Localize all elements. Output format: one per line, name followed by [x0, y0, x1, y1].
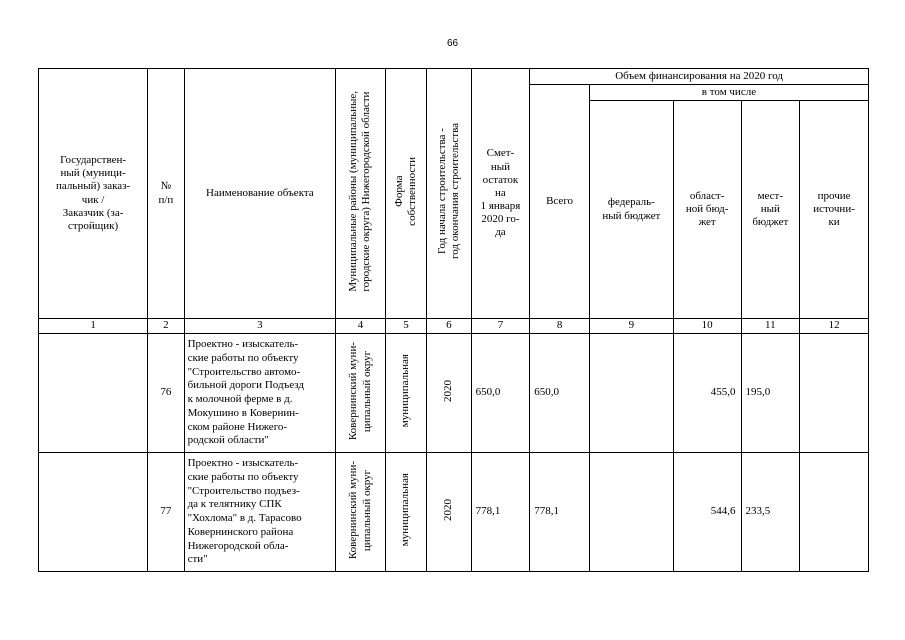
header-object-name: Наименование объекта — [184, 69, 336, 319]
column-number-row — [39, 319, 869, 334]
column-number: 7 — [471, 319, 530, 334]
column-number: 9 — [589, 319, 673, 334]
row-other — [800, 453, 869, 572]
row-number: 77 — [148, 453, 184, 572]
column-number: 5 — [385, 319, 426, 334]
row-customer — [39, 334, 148, 453]
row-year: 2020 — [427, 453, 471, 572]
column-number: 1 — [39, 319, 148, 334]
row-regional: 455,0 — [673, 334, 741, 453]
header-estimate: Смет- ный остаток на 1 января 2020 го- да — [471, 69, 530, 319]
column-number: 8 — [530, 319, 590, 334]
header-financing: Объем финансирования на 2020 год — [530, 69, 869, 85]
column-number: 3 — [184, 319, 336, 334]
header-number: № п/п — [148, 69, 184, 319]
page-number: 66 — [446, 38, 459, 49]
row-ownership: муниципальная — [385, 334, 426, 453]
column-number: 12 — [800, 319, 869, 334]
row-object-name: Проектно - изыскатель- ские работы по объекту "Строительство подъез- да к телятнику СПК "Хохлома" в д. Тарасово Ковернинского района Нижегородской обла- сти" — [184, 453, 336, 572]
row-customer — [39, 453, 148, 572]
column-number: 6 — [427, 319, 471, 334]
row-ownership: муниципальная — [385, 453, 426, 572]
row-total: 778,1 — [530, 453, 590, 572]
row-number: 76 — [148, 334, 184, 453]
header-local: мест- ный бюджет — [741, 101, 800, 319]
column-number: 2 — [148, 319, 184, 334]
row-district: Ковернинский муни- ципальный округ — [336, 334, 386, 453]
row-object-name: Проектно - изыскатель- ские работы по объекту "Строительство автомо- бильной дороги Подъезд к молочной ферме в д. Мокушино в Ковернин- ском районе Нижего- родской области" — [184, 334, 336, 453]
header-total: Всего — [530, 85, 590, 319]
table-row — [39, 453, 869, 572]
column-number: 4 — [336, 319, 386, 334]
column-number: 11 — [741, 319, 800, 334]
financing-table — [38, 68, 869, 572]
row-federal — [589, 453, 673, 572]
row-year: 2020 — [427, 334, 471, 453]
header-other: прочие источни- ки — [800, 101, 869, 319]
row-other — [800, 334, 869, 453]
row-federal — [589, 334, 673, 453]
row-local: 233,5 — [741, 453, 800, 572]
row-total: 650,0 — [530, 334, 590, 453]
row-regional: 544,6 — [673, 453, 741, 572]
header-districts: Муниципальные районы (муниципальные, городские округа) Нижегородской области — [336, 69, 386, 319]
row-estimate: 650,0 — [471, 334, 530, 453]
row-local: 195,0 — [741, 334, 800, 453]
row-district: Ковернинский муни- ципальный округ — [336, 453, 386, 572]
column-number: 10 — [673, 319, 741, 334]
row-estimate: 778,1 — [471, 453, 530, 572]
header-regional: област- ной бюд- жет — [673, 101, 741, 319]
header-including: в том числе — [589, 85, 868, 101]
header-years: Год начала строительства - год окончания строительства — [427, 69, 471, 319]
table-row — [39, 334, 869, 453]
header-ownership: Форма собственности — [385, 69, 426, 319]
header-federal: федераль- ный бюджет — [589, 101, 673, 319]
header-customer: Государствен- ный (муници- пальный) заказ- чик / Заказчик (за- стройщик) — [39, 69, 148, 319]
